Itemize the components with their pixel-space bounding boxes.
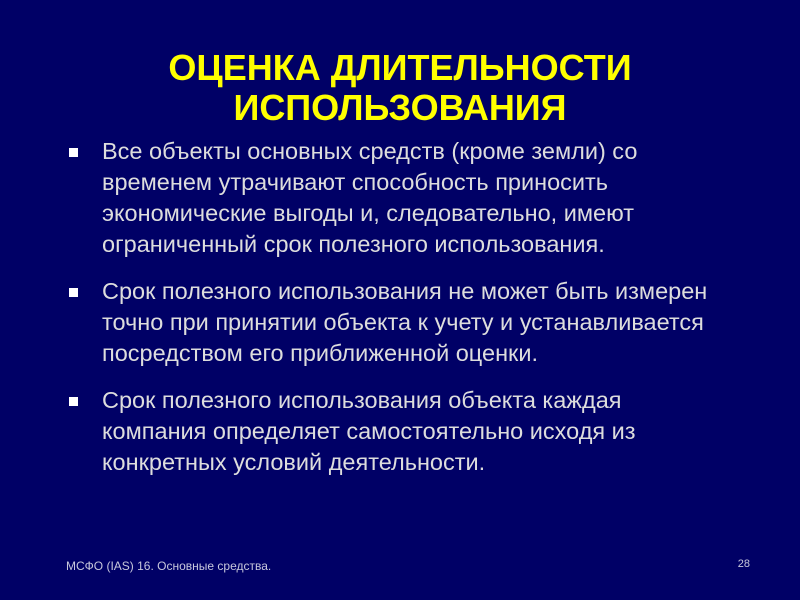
bullet-item xyxy=(66,385,726,478)
slide-title-line-1: ОЦЕНКА ДЛИТЕЛЬНОСТИ xyxy=(168,47,632,89)
footer-text: МСФО (IAS) 16. Основные средства. xyxy=(66,559,272,573)
square-bullet-icon xyxy=(69,397,78,406)
slide-title xyxy=(40,48,760,128)
slide-title-line-2: ИСПОЛЬЗОВАНИЯ xyxy=(233,87,567,129)
square-bullet-icon xyxy=(69,288,78,297)
bullet-text: Все объекты основных средств (кроме земли) со временем утрачивают способность приносить экономические выгоды и, следовательно, имеют ограниченный срок полезного использования. xyxy=(102,138,638,257)
page-number: 28 xyxy=(737,558,750,570)
bullet-text: Срок полезного использования объекта каждая компания определяет самостоятельно исходя из конкретных условий деятельности. xyxy=(102,387,636,475)
bullet-item xyxy=(66,136,726,260)
bullet-text: Срок полезного использования не может быть измерен точно при принятии объекта к учету и устанавливается посредством его приближенной оценки. xyxy=(102,278,708,366)
bullet-item xyxy=(66,276,726,369)
square-bullet-icon xyxy=(69,148,78,157)
bullet-list xyxy=(66,136,726,494)
